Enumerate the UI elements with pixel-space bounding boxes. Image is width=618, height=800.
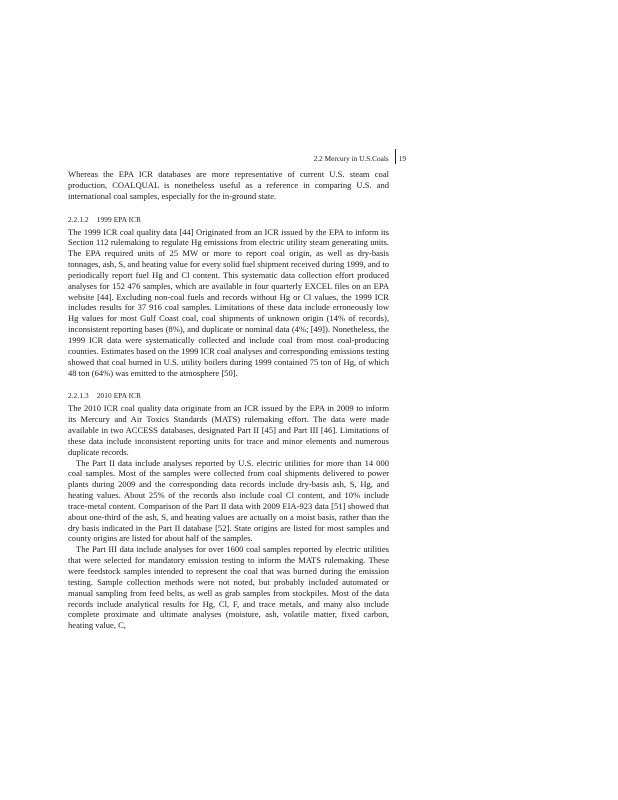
paragraph: The Part III data include analyses for over 1600 coal samples reported by electric utilities that were selected for mandatory emission testing to inform the MATS rulemaking. These were feedstock samples intended to represent the coal that was burned during the emission testing. Sample collection methods were not noted, but probably included automated or manual sampling from feed belts, as well as grab samples from stockpiles. Most of the data records include analytical results for Hg, Cl, F, and trace metals, and many also include complete proximate and ultimate analyses (moisture, ash, volatile matter, fixed carbon, heating value, C,	[68, 544, 389, 631]
section-heading-1999	[68, 215, 389, 225]
paragraph: The 2010 ICR coal quality data originate from an ICR issued by the EPA in 2009 to inform its Mercury and Air Toxics Standards (MATS) rulemaking effort. The data were made available in two ACCESS databases, designated Part II [45] and Part III [46]. Limitations of these data include inconsistent reporting units for trace and minor elements and numerous duplicate records.	[68, 403, 389, 457]
section-number: 2.2.1.3	[68, 391, 89, 401]
section-title: 2010 EPA ICR	[96, 391, 142, 401]
page-header	[68, 151, 406, 166]
running-head: 2.2 Mercury in U.S.Coals	[313, 154, 389, 163]
page-number: 19	[398, 154, 406, 163]
header-divider	[395, 149, 396, 164]
section-number: 2.2.1.2	[68, 214, 89, 224]
page-body	[68, 169, 389, 631]
section-heading-2010	[68, 391, 389, 401]
intro-paragraph: Whereas the EPA ICR databases are more representative of current U.S. steam coal production, COALQUAL is nonetheless useful as a reference in comparing U.S. and international coal samples, especially for the in-ground state.	[68, 169, 389, 201]
section-title: 1999 EPA ICR	[96, 214, 142, 224]
paragraph: The 1999 ICR coal quality data [44] Originated from an ICR issued by the EPA to inform its Section 112 rulemaking to regulate Hg emissions from electric utility steam generating units. The EPA required units of 25 MW or more to report coal origin, as well as dry-basis tonnages, ash, S, and heating value for every solid fuel shipment received during 1999, and to periodically report fuel Hg and Cl content. This systematic data collection effort produced analyses for 152 476 samples, which are available in four quarterly EXCEL files on an EPA website [44]. Excluding non-coal fuels and records without Hg or Cl values, the 1999 ICR includes results for 37 916 coal samples. Limitations of these data include erroneously low Hg values for most Gulf Coast coal, coal shipments of unknown origin (14% of records), inconsistent reporting bases (8%), and duplicate or nominal data (4%; [49]). Nonetheless, the 1999 ICR data were systematically collected and include coal from most coal-producing counties. Estimates based on the 1999 ICR coal analyses and corresponding emissions testing showed that coal burned in U.S. utility boilers during 1999 contained 75 ton of Hg, of which 48 ton (64%) was emitted to the atmosphere [50].	[68, 226, 389, 378]
paragraph: The Part II data include analyses reported by U.S. electric utilities for more than 14 000 coal samples. Most of the samples were collected from coal shipments delivered to power plants during 2009 and the corresponding data records include dry-basis ash, S, Hg, and heating values. About 25% of the records also include coal Cl content, and 10% include trace-metal content. Comparison of the Part II data with 2009 EIA-923 data [51] showed that about one-third of the ash, S, and heating values are actually on a moist basis, rather than the dry basis indicated in the Part II database [52]. State origins are listed for most samples and county origins are listed for about half of the samples.	[68, 457, 389, 544]
